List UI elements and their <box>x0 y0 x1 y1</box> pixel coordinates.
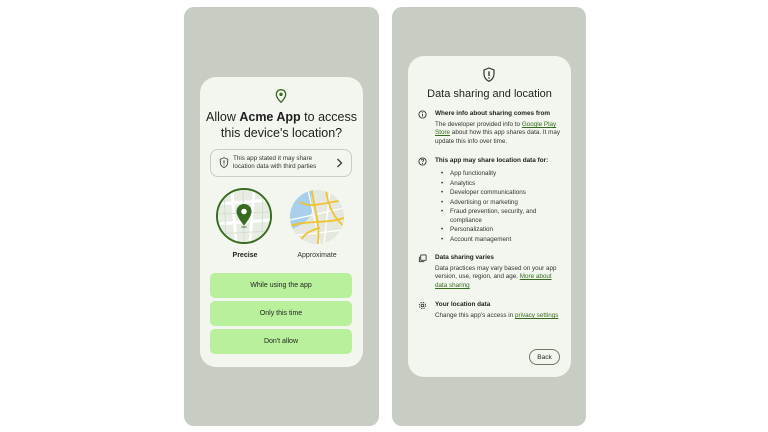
chevron-right-icon <box>336 158 343 168</box>
list-item: • Fraud prevention, security, and compliance <box>441 207 563 225</box>
list-item: • Advertising or marketing <box>441 198 563 208</box>
section-heading: This app may share location data for: <box>435 157 549 164</box>
approximate-map-icon <box>290 190 344 244</box>
section-body: Change this app's access in privacy settings <box>435 312 559 319</box>
list-item: • App functionality <box>441 169 563 179</box>
approximate-location-option[interactable] <box>290 190 344 244</box>
gear-icon <box>418 301 427 310</box>
list-item: • Personalization <box>441 225 563 235</box>
location-pin-icon <box>273 88 289 104</box>
back-button[interactable]: Back <box>529 349 560 365</box>
google-play-store-link[interactable]: Google Play Store <box>435 121 557 137</box>
precise-map-icon <box>218 190 270 242</box>
privacy-settings-link[interactable]: privacy settings <box>514 312 559 319</box>
section-info-source <box>418 110 563 154</box>
shield-icon <box>482 67 496 83</box>
list-item: • Developer communications <box>441 188 563 198</box>
dialog-title: Allow Acme App to access this device's location? <box>206 110 357 140</box>
only-this-time-button[interactable]: Only this time <box>210 301 352 326</box>
approximate-label: Approximate <box>297 252 337 259</box>
info-icon <box>418 110 427 119</box>
list-item: • Account management <box>441 235 563 245</box>
data-sharing-sheet <box>408 56 571 377</box>
section-heading: Your location data <box>435 301 491 308</box>
purpose-list <box>441 169 563 245</box>
section-body: The developer provided info to Google Play Store about how this app shares data. It may update this info over time. <box>435 121 560 145</box>
help-icon <box>418 157 427 166</box>
app-name: Acme App <box>239 110 301 124</box>
list-item: • Analytics <box>441 179 563 189</box>
section-body: Data practices may vary based on your app version, use, region, and age. More about data sharing <box>435 265 557 289</box>
section-sharing-varies <box>418 254 563 296</box>
precise-location-option[interactable] <box>216 188 272 244</box>
section-location-data <box>418 301 563 331</box>
copy-icon <box>418 254 427 263</box>
section-heading: Where info about sharing comes from <box>435 110 551 117</box>
section-heading: Data sharing varies <box>435 254 494 261</box>
dont-allow-button[interactable]: Don't allow <box>210 329 352 354</box>
info-shield-icon <box>219 157 229 169</box>
sharing-notice-text: This app stated it may share location data with third parties <box>233 155 317 170</box>
precise-label: Precise <box>232 252 258 259</box>
third-party-sharing-notice[interactable] <box>210 149 352 177</box>
location-permission-dialog <box>200 77 363 367</box>
more-about-data-sharing-link[interactable]: More about data sharing <box>435 273 552 289</box>
while-using-app-button[interactable]: While using the app <box>210 273 352 298</box>
sheet-title: Data sharing and location <box>427 88 552 100</box>
section-share-purposes <box>418 157 563 249</box>
